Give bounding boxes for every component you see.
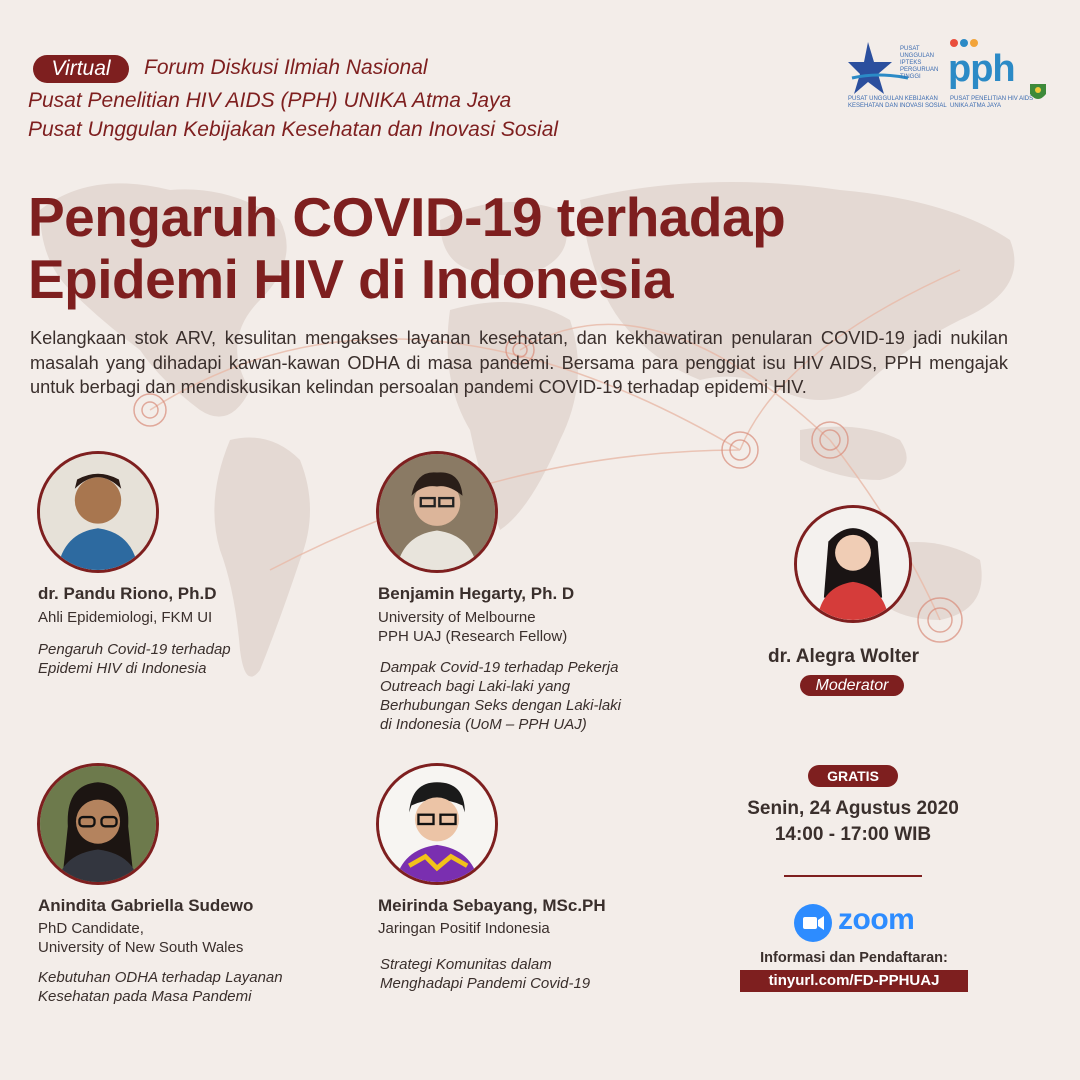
event-date: Senin, 24 Agustus 2020 — [747, 798, 959, 819]
person-avatar-icon — [379, 454, 495, 570]
moderator-photo — [794, 505, 912, 623]
event-time: 14:00 - 17:00 WIB — [774, 824, 932, 845]
person-avatar-icon — [379, 766, 495, 882]
speaker-topic: Pengaruh Covid-19 terhadap Epidemi HIV di Indonesia — [38, 641, 231, 677]
pph-dots-icon — [950, 38, 980, 48]
speaker-affiliation: University of Melbourne PPH UAJ (Research Fellow) — [378, 609, 568, 645]
speaker-topic: Kebutuhan ODHA terhadap Layanan Kesehatan pada Masa Pandemi — [38, 969, 283, 1005]
organizer-1: Pusat Penelitian HIV AIDS (PPH) UNIKA Atma Jaya — [28, 89, 512, 112]
forum-name: Forum Diskusi Ilmiah Nasional — [144, 56, 428, 79]
speaker-photo-benjamin — [376, 451, 498, 573]
person-avatar-icon — [40, 766, 156, 882]
speaker-topic: Dampak Covid-19 terhadap Pekerja Outreach bagi Laki-laki yang Berhubungan Seks dengan Laki-laki di Indonesia (UoM – PPH UAJ) — [380, 659, 622, 733]
divider — [784, 875, 922, 877]
zoom-logo-word: zoom — [838, 903, 915, 936]
registration-link[interactable]: tinyurl.com/FD-PPHUAJ — [740, 970, 968, 992]
speaker-photo-pandu — [37, 451, 159, 573]
speaker-photo-anindita — [37, 763, 159, 885]
moderator-badge: Moderator — [800, 675, 904, 696]
speaker-topic: Strategi Komunitas dalam Menghadapi Pandemi Covid-19 — [380, 956, 591, 992]
event-title: Pengaruh COVID-19 terhadap Epidemi HIV di Indonesia — [28, 186, 786, 310]
zoom-camera-icon — [794, 904, 832, 942]
event-description: Kelangkaan stok ARV, kesulitan mengakses layanan kesehatan, dan kekhawatiran penularan COVID-19 jadi nukilan masalah yang dihadapi kawan-kawan ODHA di masa pandemi. Bersama para penggiat isu HIV AIDS, PPH mengajak untuk berbagi dan mendiskusikan kelindan persoalan pandemi COVID-19 terhadap epidemi HIV. — [30, 328, 1008, 397]
pph-caption: PUSAT PENELITIAN HIV AIDS UNIKA ATMA JAYA — [950, 96, 1034, 109]
organizer-2: Pusat Unggulan Kebijakan Kesehatan dan Inovasi Sosial — [28, 118, 559, 141]
university-crest-icon — [1028, 80, 1048, 104]
speaker-name: Benjamin Hegarty, Ph. D — [378, 584, 575, 603]
person-avatar-icon — [40, 454, 156, 570]
free-badge: GRATIS — [808, 765, 898, 787]
speaker-name: dr. Pandu Riono, Ph.D — [38, 584, 217, 603]
pph-logo-word: pph — [948, 48, 1015, 90]
speaker-photo-meirinda — [376, 763, 498, 885]
speaker-affiliation: PhD Candidate, University of New South Wales — [38, 920, 244, 956]
speaker-affiliation: Ahli Epidemiologi, FKM UI — [38, 609, 213, 626]
speaker-name: Anindita Gabriella Sudewo — [38, 896, 254, 915]
moderator-name: dr. Alegra Wolter — [768, 646, 919, 667]
registration-label: Informasi dan Pendaftaran: — [760, 950, 948, 966]
speaker-name: Meirinda Sebayang, MSc.PH — [378, 896, 606, 915]
puiptek-logo-text: PUSAT UNGGULAN IPTEKS PERGURUAN TINGGI — [900, 46, 939, 80]
puiptek-caption: PUSAT UNGGULAN KEBIJAKAN KESEHATAN DAN INOVASI SOSIAL — [848, 96, 947, 109]
person-avatar-icon — [797, 508, 909, 620]
speaker-affiliation: Jaringan Positif Indonesia — [378, 920, 550, 937]
virtual-badge: Virtual — [33, 55, 129, 83]
